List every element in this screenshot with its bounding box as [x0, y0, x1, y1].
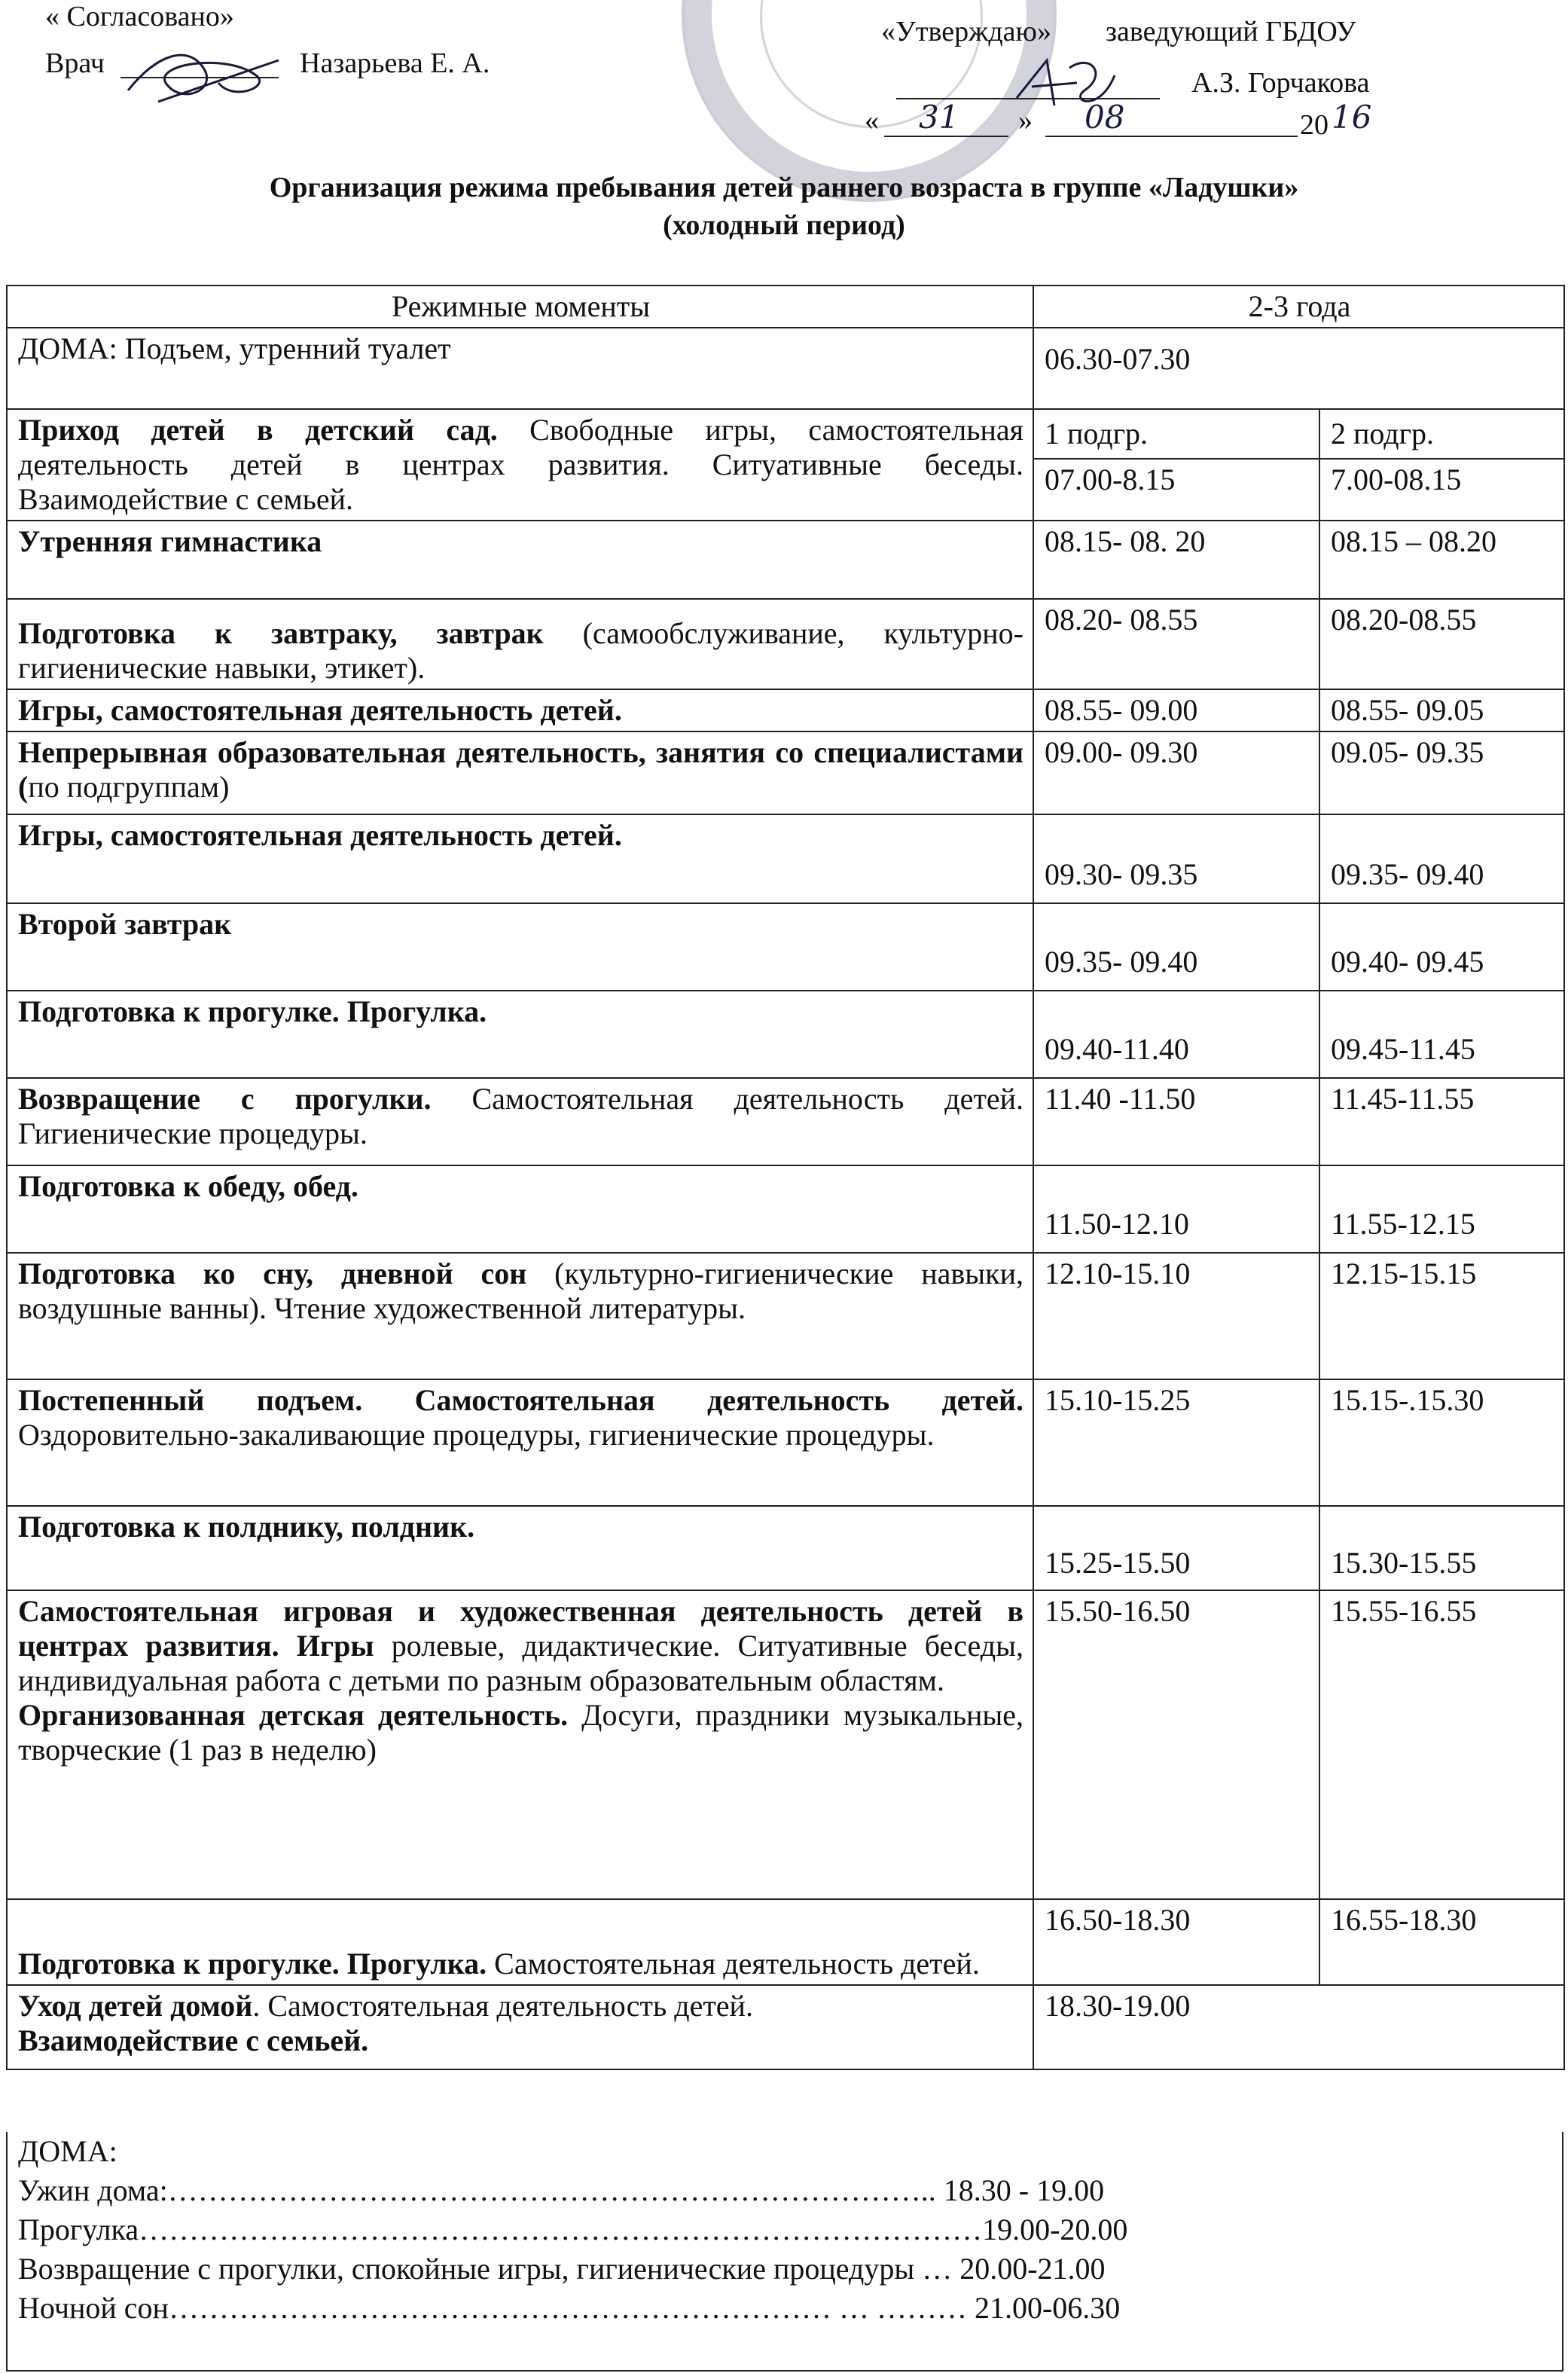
time-sub1: 09.30- 09.35 [1033, 814, 1319, 903]
row-bold-text: Второй завтрак [18, 907, 232, 941]
row-cell [7, 1379, 1033, 1506]
row-bold-text: Непрерывная образовательная деятельность, занятия со специалистами ( [18, 735, 1023, 804]
row-bold-text: Подготовка к прогулке. Прогулка. [18, 994, 487, 1028]
table-row [7, 1165, 1564, 1253]
date-year-suffix: 16 [1332, 99, 1372, 136]
home-line [18, 2249, 1551, 2289]
row-text: по подгруппам) [28, 770, 230, 804]
table-row [7, 1985, 1564, 2069]
row-cell [7, 731, 1033, 814]
row-text: Оздоровительно-закаливающие процедуры, гигиенические процедуры. [18, 1418, 935, 1452]
time-sub2: 15.15-.15.30 [1319, 1379, 1564, 1506]
row-text: ролевые, дидактические. Ситуативные беседы, индивидуальная работа с детьми по разным образовательным областям. [18, 1629, 1023, 1697]
table-row [7, 328, 1564, 409]
time-sub2: 08.15 – 08.20 [1319, 521, 1564, 599]
time-sub2: 11.55-12.15 [1319, 1165, 1564, 1253]
header-moments: Режимные моменты [7, 286, 1033, 328]
time-sub2: 11.45-11.55 [1319, 1078, 1564, 1165]
time-sub2: 09.45-11.45 [1319, 991, 1564, 1078]
table-row [7, 1899, 1564, 1985]
row-text: Самостоятельная деятельность детей. Гигиенические процедуры. [18, 1082, 1023, 1150]
row-cell [7, 991, 1033, 1078]
table-row [7, 409, 1564, 459]
row-text: (самообслуживание, культурно-гигиенические навыки, этикет). [18, 616, 1024, 685]
row-cell [7, 1590, 1033, 1899]
time-sub1: 15.50-16.50 [1033, 1590, 1319, 1899]
time-sub1: 11.40 -11.50 [1033, 1078, 1319, 1165]
page-title: Организация режима пребывания детей раннего возраста в группе «Ладушки» [269, 172, 1299, 203]
time-sub2: 12.15-15.15 [1319, 1253, 1564, 1379]
home-line [18, 2289, 1551, 2328]
home-line-label: Ужин дома:………………………………………………………………….. [18, 2173, 944, 2207]
table-row [7, 903, 1564, 991]
header-age: 2-3 года [1033, 286, 1564, 328]
row-cell [7, 599, 1033, 689]
home-line-label: Возвращение с прогулки, спокойные игры, гигиенические процедуры … [18, 2252, 960, 2286]
row-cell [7, 1165, 1033, 1253]
table-row [7, 1590, 1564, 1899]
time-sub2: 09.40- 09.45 [1319, 903, 1564, 991]
home-line-time: 19.00-20.00 [982, 2213, 1128, 2246]
home-line-label: Ночной сон………………………………………………………… … ……… [18, 2291, 975, 2325]
table-row [7, 1253, 1564, 1379]
home-heading: ДОМА: [18, 2134, 117, 2168]
row-bold-text: Подготовка к обеду, обед. [18, 1169, 358, 1203]
row-cell [7, 1078, 1033, 1165]
row-cell [7, 1253, 1033, 1379]
date-year-prefix: 20 [1300, 109, 1329, 141]
row-cell [7, 409, 1033, 521]
time-sub1: 08.20- 08.55 [1033, 599, 1319, 689]
head-name: А.З. Горчакова [1191, 67, 1370, 99]
table-row [7, 814, 1564, 903]
time-sub1: 08.15- 08. 20 [1033, 521, 1319, 599]
row-bold-text: Самостоятельная игровая и художественная деятельность детей в центрах развития. Игры [18, 1594, 1023, 1663]
row-bold-text: Уход детей домой [18, 1989, 253, 2023]
time-sub1: 08.55- 09.00 [1033, 689, 1319, 731]
row-bold-text: Постепенный подъем. Самостоятельная деятельность детей. [18, 1383, 1023, 1417]
table-row [7, 991, 1564, 1078]
time-sub1: 09.00- 09.30 [1033, 731, 1319, 814]
page-subtitle: (холодный период) [663, 209, 905, 241]
row-bold-text: Подготовка ко сну, дневной сон [18, 1257, 527, 1290]
row-cell [7, 903, 1033, 991]
home-line [18, 2171, 1551, 2210]
time-sub2: 15.30-15.55 [1319, 1506, 1564, 1590]
time-sub1: 12.10-15.10 [1033, 1253, 1319, 1379]
row-cell [7, 1899, 1033, 1985]
table-row [7, 599, 1564, 689]
time-sub2: 08.55- 09.05 [1319, 689, 1564, 731]
table-row [7, 731, 1564, 814]
row-cell [7, 1506, 1033, 1590]
table-row [7, 1078, 1564, 1165]
home-morning-time: 06.30-07.30 [1033, 328, 1564, 409]
date-day: 31 [919, 99, 959, 136]
row-cell [7, 1985, 1033, 2069]
doctor-label: Врач [45, 47, 105, 79]
doctor-name: Назарьева Е. А. [300, 47, 490, 79]
row-bold-text: Подготовка к прогулке. Прогулка. [18, 1947, 487, 1981]
home-line-time: 21.00-06.30 [974, 2291, 1121, 2325]
home-evening-block [6, 2132, 1563, 2371]
leave-time: 18.30-19.00 [1033, 1985, 1564, 2069]
row-bold-text: Игры, самостоятельная деятельность детей. [18, 818, 622, 852]
approved-label: «Утверждаю» [881, 16, 1051, 47]
row-bold-text: Возвращение с прогулки. [18, 1082, 432, 1116]
time-sub1: 09.35- 09.40 [1033, 903, 1319, 991]
date-month-line [1045, 136, 1298, 137]
row-bold-text: Игры, самостоятельная деятельность детей. [18, 693, 622, 727]
doctor-signature [113, 30, 294, 121]
time-sub1: 11.50-12.10 [1033, 1165, 1319, 1253]
row-text: Свободные игры, самостоятельная деятельность детей в центрах развития. Ситуативные беседы. Взаимодействие с семьей. [18, 413, 1024, 516]
date-day-line [884, 136, 1008, 137]
time-sub2: 7.00-08.15 [1319, 459, 1564, 521]
time-sub1: 09.40-11.40 [1033, 991, 1319, 1078]
row-cell [7, 814, 1033, 903]
date-month: 08 [1084, 99, 1125, 136]
row-bold-text: Подготовка к полднику, полдник. [18, 1510, 475, 1544]
approved-role: заведующий ГБДОУ [1106, 16, 1356, 47]
row-cell [7, 521, 1033, 599]
row-bold-text: Утренняя гимнастика [18, 524, 322, 558]
table-row [7, 1506, 1564, 1590]
table-header-row [7, 286, 1564, 328]
time-sub2: 08.20-08.55 [1319, 599, 1564, 689]
subgroup-2-label: 2 подгр. [1319, 409, 1564, 459]
date-open-quote: « [865, 105, 879, 136]
row-bold-text: Взаимодействие с семьей. [18, 2023, 369, 2057]
home-line-label: Прогулка………………………………………………………………………… [18, 2213, 983, 2246]
table-row [7, 521, 1564, 599]
row-text: (культурно-гигиенические навыки, воздушные ванны). Чтение художественной литературы. [18, 1257, 1023, 1325]
time-sub2: 15.55-16.55 [1319, 1590, 1564, 1899]
time-sub1: 15.10-15.25 [1033, 1379, 1319, 1506]
row-text: . Самостоятельная деятельность детей. [252, 1989, 753, 2023]
home-morning-label: ДОМА: Подъем, утренний туалет [7, 328, 1033, 409]
time-sub2: 09.35- 09.40 [1319, 814, 1564, 903]
row-cell [7, 689, 1033, 731]
table-row [7, 689, 1564, 731]
row-text: Самостоятельная деятельность детей. [487, 1947, 980, 1981]
agreed-label: « Согласовано» [45, 1, 234, 32]
row-bold-text: Подготовка к завтраку, завтрак [18, 616, 544, 650]
date-close-quote: » [1018, 105, 1033, 136]
time-sub2: 09.05- 09.35 [1319, 731, 1564, 814]
row-bold-text: Организованная детская деятельность. [18, 1698, 569, 1732]
home-line-time: 20.00-21.00 [959, 2252, 1106, 2286]
home-line-time: 18.30 - 19.00 [943, 2173, 1105, 2207]
time-sub1: 15.25-15.50 [1033, 1506, 1319, 1590]
home-line [18, 2210, 1551, 2249]
time-sub1: 16.50-18.30 [1033, 1899, 1319, 1985]
row-bold-text: Приход детей в детский сад. [18, 413, 498, 447]
time-sub1: 07.00-8.15 [1033, 459, 1319, 521]
time-sub2: 16.55-18.30 [1319, 1899, 1564, 1985]
subgroup-1-label: 1 подгр. [1033, 409, 1319, 459]
schedule-table [6, 285, 1565, 2070]
row-text: Досуги, праздники музыкальные, творческие (1 раз в неделю) [18, 1698, 1024, 1767]
table-row [7, 1379, 1564, 1506]
